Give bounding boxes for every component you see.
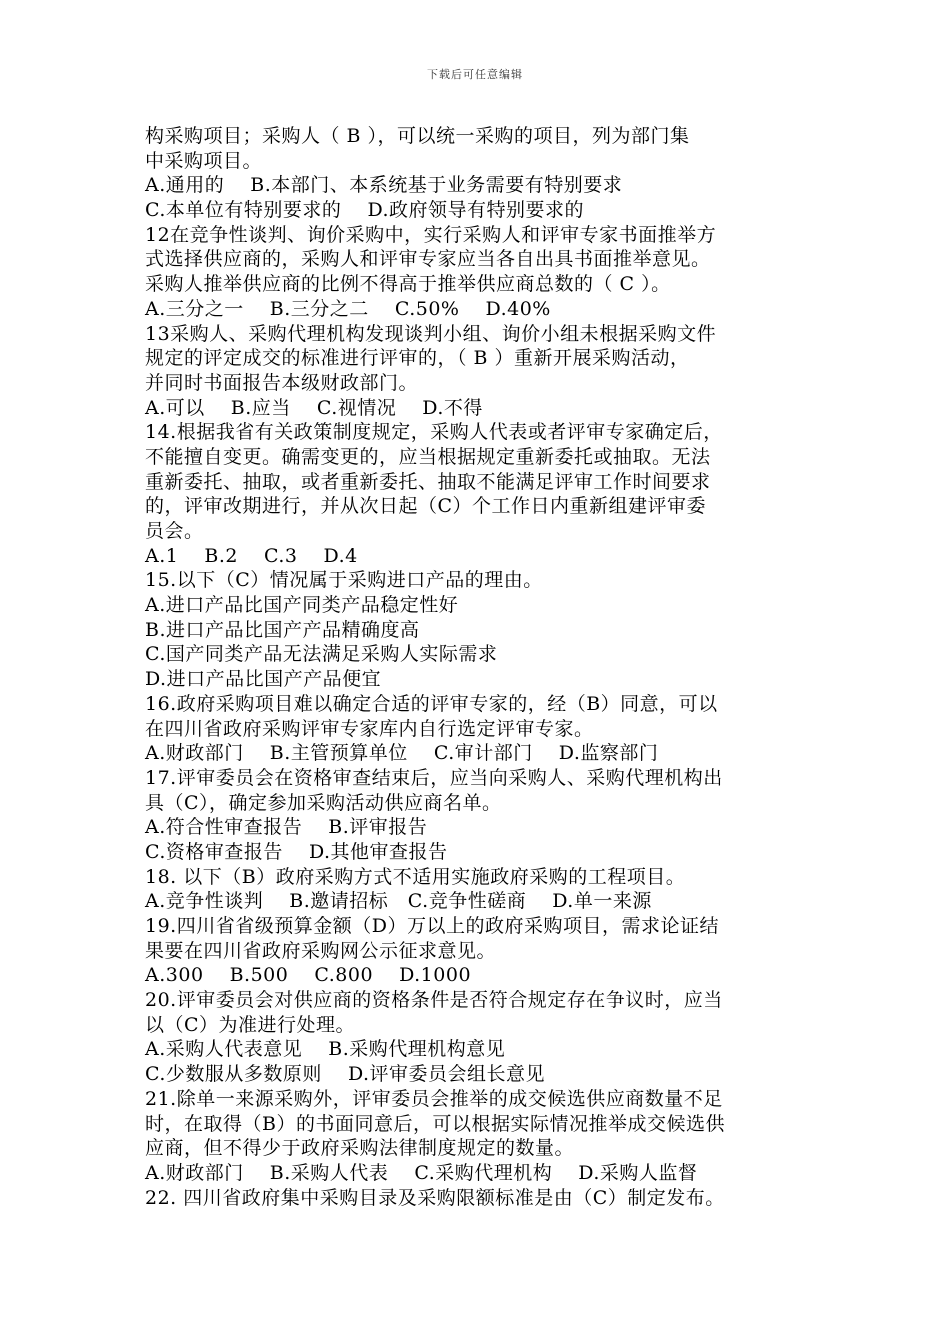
text-line: 式选择供应商的，采购人和评审专家应当各自出具书面推举意见。 <box>145 248 711 271</box>
text-line: 员会。 <box>145 520 204 542</box>
text-line: 规定的评定成交的标准进行评审的，（ B ）重新开展采购活动， <box>145 347 690 370</box>
text-line: 以（C）为准进行处理。 <box>145 1013 356 1036</box>
text-line: A.可以 B.应当 C.视情况 D.不得 <box>145 396 483 419</box>
text-line: 具（C），确定参加采购活动供应商名单。 <box>145 791 502 814</box>
text-line: 22. 四川省政府集中采购目录及采购限额标准是由（C）制定发布。 <box>145 1186 725 1209</box>
text-line: A.300 B.500 C.800 D.1000 <box>145 964 472 987</box>
text-line: C.少数服从多数原则 D.评审委员会组长意见 <box>145 1063 546 1086</box>
text-line: 12在竞争性谈判、询价采购中，实行采购人和评审专家书面推举方 <box>145 223 717 246</box>
text-line: 14.根据我省有关政策制度规定，采购人代表或者评审专家确定后， <box>145 421 723 444</box>
text-line: C.本单位有特别要求的 D.政府领导有特别要求的 <box>145 199 585 222</box>
text-line: A.三分之一 B.三分之二 C.50% D.40% <box>145 297 551 320</box>
text-line: A.采购人代表意见 B.采购代理机构意见 <box>145 1038 506 1061</box>
text-line: B.进口产品比国产产品精确度高 <box>145 618 420 641</box>
text-line: 重新委托、抽取，或者重新委托、抽取不能满足评审工作时间要求 <box>145 470 711 493</box>
text-line: 不能擅自变更。确需变更的，应当根据规定重新委托或抽取。无法 <box>145 445 711 468</box>
document-body <box>145 124 815 1210</box>
text-line: C.国产同类产品无法满足采购人实际需求 <box>145 643 498 666</box>
text-line: C.资格审查报告 D.其他审查报告 <box>145 840 448 863</box>
text-line: 21.除单一来源采购外，评审委员会推举的成交候选供应商数量不足 <box>145 1087 723 1110</box>
page-header: 下载后可任意编辑 <box>427 68 523 81</box>
text-line: 13采购人、采购代理机构发现谈判小组、询价小组未根据采购文件 <box>145 322 717 345</box>
text-line: 果要在四川省政府采购网公示征求意见。 <box>145 939 497 962</box>
text-line: 时，在取得（B）的书面同意后，可以根据实际情况推举成交候选供 <box>145 1112 725 1135</box>
text-line: 15.以下（C）情况属于采购进口产品的理由。 <box>145 569 543 592</box>
text-line: A.通用的 B.本部门、本系统基于业务需要有特别要求 <box>145 174 623 197</box>
text-line: 16.政府采购项目难以确定合适的评审专家的，经（B）同意，可以 <box>145 692 718 715</box>
text-line: 应商，但不得少于政府采购法律制度规定的数量。 <box>145 1137 575 1160</box>
text-line: A.1 B.2 C.3 D.4 <box>145 544 358 567</box>
text-line: 并同时书面报告本级财政部门。 <box>145 371 419 394</box>
text-line: 18. 以下（B）政府采购方式不适用实施政府采购的工程项目。 <box>145 865 686 888</box>
text-line: A.竞争性谈判 B.邀请招标 C.竞争性磋商 D.单一来源 <box>145 890 652 913</box>
text-line: 在四川省政府采购评审专家库内自行选定评审专家。 <box>145 717 594 740</box>
text-line: 19.四川省省级预算金额（D）万以上的政府采购项目，需求论证结 <box>145 915 719 937</box>
text-line: A.进口产品比国产同类产品稳定性好 <box>145 594 459 617</box>
text-line: 的，评审改期进行，并从次日起（C）个工作日内重新组建评审委 <box>145 495 707 518</box>
text-line: D.进口产品比国产产品便宜 <box>145 668 382 691</box>
text-line: 构采购项目；采购人（ B ），可以统一采购的项目，列为部门集 <box>145 125 690 147</box>
text-line: A.符合性审查报告 B.评审报告 <box>145 816 428 839</box>
text-line: 17.评审委员会在资格审查结束后，应当向采购人、采购代理机构出 <box>145 766 723 789</box>
text-line: 采购人推举供应商的比例不得高于推举供应商总数的（ C ）。 <box>145 273 671 296</box>
text-line: A.财政部门 B.主管预算单位 C.审计部门 D.监察部门 <box>145 742 659 765</box>
text-line: 20.评审委员会对供应商的资格条件是否符合规定存在争议时，应当 <box>145 989 723 1012</box>
text-line: 中采购项目。 <box>145 149 263 172</box>
text-line: A.财政部门 B.采购人代表 C.采购代理机构 D.采购人监督 <box>145 1161 698 1184</box>
